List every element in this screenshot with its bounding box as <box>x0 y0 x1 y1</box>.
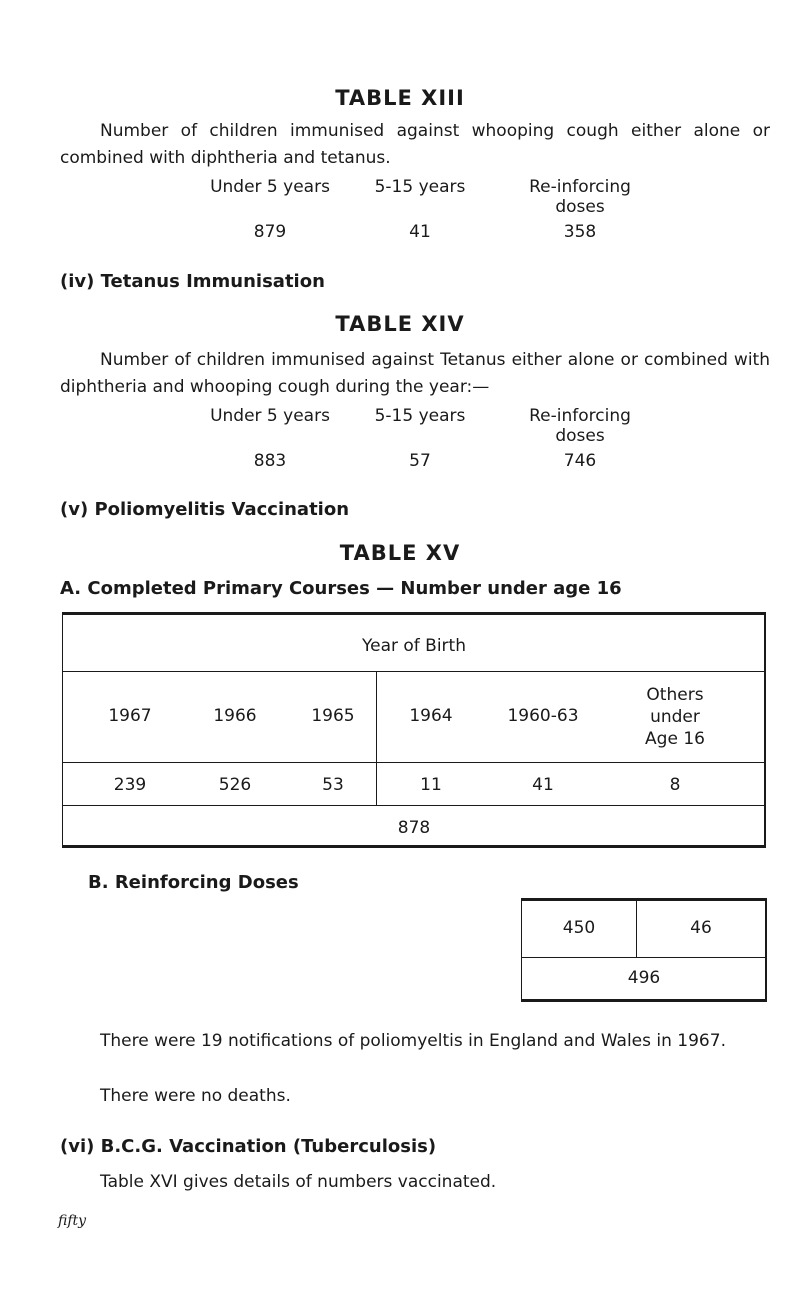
value-1960-63: 41 <box>532 775 554 795</box>
table-14-header-under5: Under 5 years <box>210 406 330 426</box>
primary-courses-total: 878 <box>397 818 431 838</box>
table-14-description: Number of children immunised against Tetanus either alone or combined with diphtheria and whooping cough during the year:— <box>60 350 770 397</box>
table-13-value-reinforcing: 358 <box>563 222 597 242</box>
section-v-heading: (v) Poliomyelitis Vaccination <box>60 499 350 520</box>
value-1966: 526 <box>218 775 252 795</box>
table-13-value-under5: 879 <box>253 222 287 242</box>
table-14-header-reinforcing: Re-inforcing doses <box>529 406 631 446</box>
column-header-1964: 1964 <box>409 706 453 726</box>
table-15-subheading-b: B. Reinforcing Doses <box>88 872 299 893</box>
table-13-value-5-15: 41 <box>409 222 431 242</box>
table-13-header-reinforcing: Re-inforcing doses <box>529 177 631 217</box>
table-14-value-under5: 883 <box>253 451 287 471</box>
table-rule <box>63 671 764 672</box>
value-1967: 239 <box>113 775 147 795</box>
table-14-value-5-15: 57 <box>409 451 431 471</box>
reinforcing-value-second: 46 <box>690 918 712 938</box>
table-13-title: TABLE XIII <box>335 86 465 110</box>
column-header-others: Others under Age 16 <box>645 685 705 749</box>
year-of-birth-header: Year of Birth <box>361 636 466 656</box>
table-15-subheading-a: A. Completed Primary Courses — Number under age 16 <box>60 578 622 599</box>
table-rule <box>63 762 764 763</box>
value-1964: 11 <box>420 775 442 795</box>
table-rule <box>522 957 765 958</box>
table-13-description: Number of children immunised against whooping cough either alone or combined with diphtheria and tetanus. <box>60 121 770 168</box>
notifications-note: There were 19 notifications of poliomyeltis in England and Wales in 1967. <box>100 1031 726 1051</box>
column-header-1966: 1966 <box>213 706 257 726</box>
column-header-1967: 1967 <box>108 706 152 726</box>
reinforcing-value-first: 450 <box>562 918 596 938</box>
table-14-value-reinforcing: 746 <box>563 451 597 471</box>
table-13-header-under5: Under 5 years <box>210 177 330 197</box>
table-14-header-5-15: 5-15 years <box>374 406 466 426</box>
page-number: fifty <box>58 1213 87 1229</box>
table-14-title: TABLE XIV <box>335 312 465 336</box>
reinforcing-total: 496 <box>627 968 661 988</box>
value-1965: 53 <box>322 775 344 795</box>
table-rule <box>63 805 764 806</box>
column-header-1965: 1965 <box>311 706 355 726</box>
deaths-note: There were no deaths. <box>100 1086 291 1106</box>
section-vi-text: Table XVI gives details of numbers vaccinated. <box>100 1172 497 1192</box>
column-header-1960-63: 1960-63 <box>507 706 579 726</box>
section-vi-heading: (vi) B.C.G. Vaccination (Tuberculosis) <box>60 1136 437 1157</box>
value-others: 8 <box>669 775 681 795</box>
table-13-header-5-15: 5-15 years <box>374 177 466 197</box>
table-15-title: TABLE XV <box>339 541 461 565</box>
section-iv-heading: (iv) Tetanus Immunisation <box>60 271 325 292</box>
